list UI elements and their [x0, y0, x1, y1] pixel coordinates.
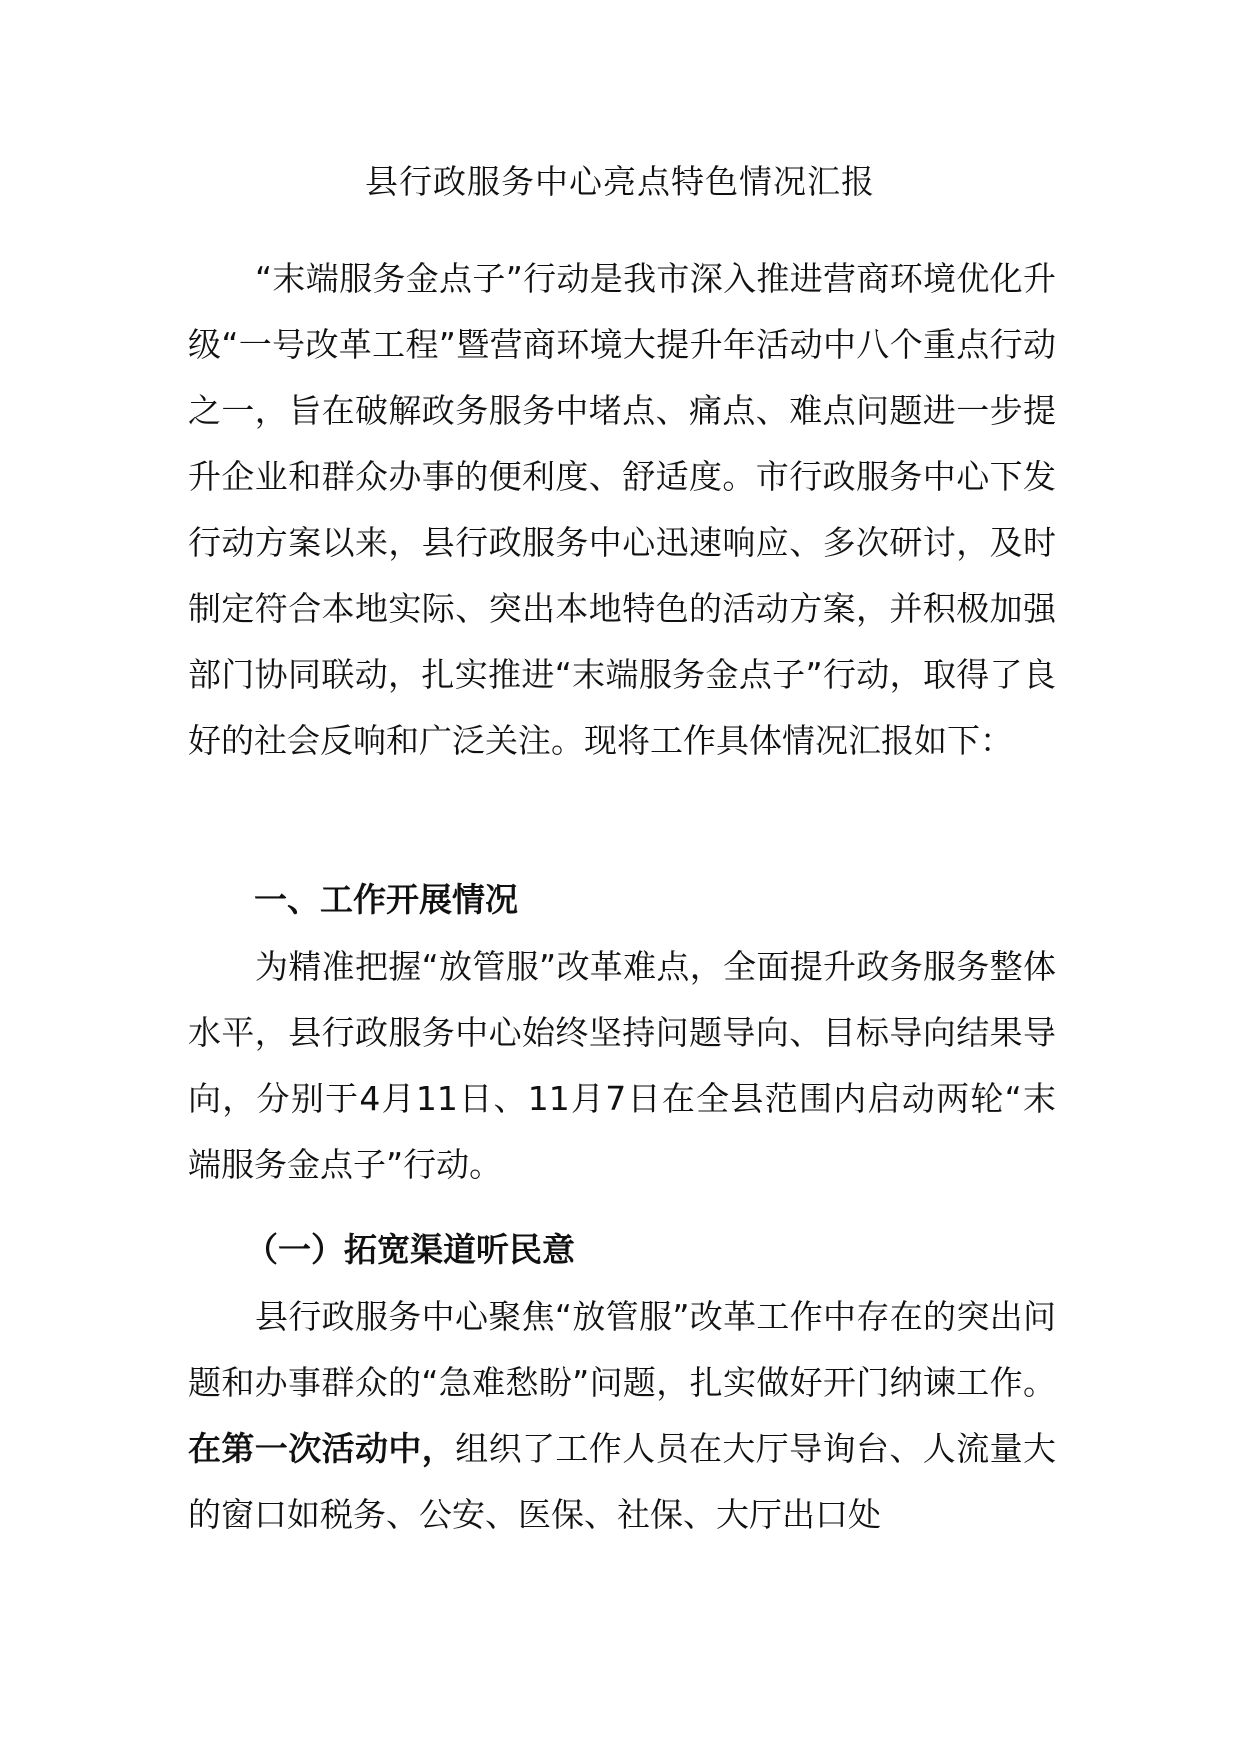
paragraph-rest-text: 组织了工作人员在大厅导询台、人流量大的窗口如税务、公安、医保、社保、大厅出口处 [188, 1429, 1057, 1534]
paragraph-lead-text: 县行政服务中心聚焦“放管服”改革工作中存在的突出问题和办事群众的“急难愁盼”问题，扎实做好开门纳谏工作。 [188, 1297, 1056, 1402]
document-title: 县行政服务中心亮点特色情况汇报 [365, 162, 875, 201]
section-paragraph: 为精准把握“放管服”改革难点，全面提升政务服务整体水平，县行政服务中心始终坚持问题导向、目标导向结果导向，分别于4月11日、11月7日在全县范围内启动两轮“末端服务金点子”行动。 [188, 947, 1056, 1184]
subsection-paragraph [188, 1284, 1056, 1548]
intro-paragraph: “末端服务金点子”行动是我市深入推进营商环境优化升级“一号改革工程”暨营商环境大提升年活动中八个重点行动之一，旨在破解政务服务中堵点、痛点、难点问题进一步提升企业和群众办事的便利度、舒适度。市行政服务中心下发行动方案以来，县行政服务中心迅速响应、多次研讨，及时制定符合本地实际、突出本地特色的活动方案，并积极加强部门协同联动，扎实推进“末端服务金点子”行动，取得了良好的社会反响和广泛关注。现将工作具体情况汇报如下： [188, 259, 1056, 760]
paragraph-bold-text: 在第一次活动中， [188, 1429, 456, 1468]
subsection-heading: （一）拓宽渠道听民意 [245, 1230, 575, 1269]
section-heading: 一、工作开展情况 [254, 880, 518, 919]
